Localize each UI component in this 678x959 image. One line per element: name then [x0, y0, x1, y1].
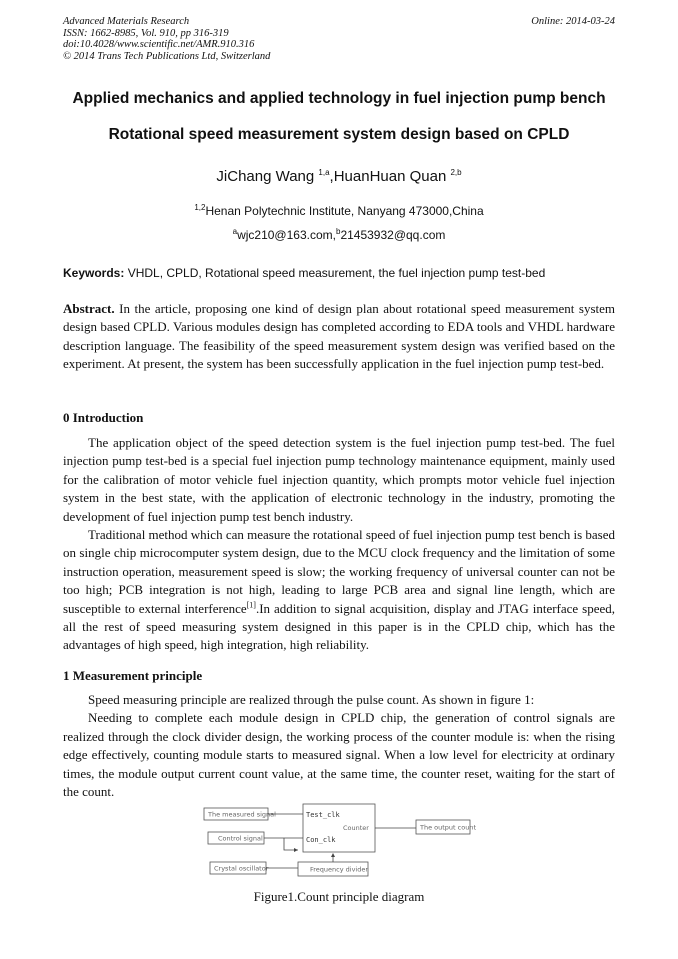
affiliation-sup: 1,2 — [194, 203, 206, 212]
con-clk-port: Con_clk — [306, 836, 336, 844]
journal-name: Advanced Materials Research — [63, 16, 190, 27]
email-sup-a: a — [232, 227, 238, 236]
affiliation — [0, 204, 678, 218]
section-0-body — [63, 434, 615, 655]
author-separator: , — [329, 168, 334, 185]
frequency-divider-label: Frequency divider — [310, 865, 369, 874]
paper-title-line1: Applied mechanics and applied technology in fuel injection pump bench — [72, 90, 606, 107]
figure-caption: Figure1.Count principle diagram — [253, 889, 425, 904]
affiliation-text: Henan Polytechnic Institute, Nanyang 473000,China — [205, 204, 484, 218]
control-signal-label: Control signal — [218, 834, 263, 843]
copyright: © 2014 Trans Tech Publications Ltd, Switzerland — [63, 50, 271, 62]
intro-paragraph-2-text-b: .In addition to signal acquisition, display and JTAG interface speed, all the rest of speed measuring system designed in this paper is in the CPLD chip, which has the advantages of high speed, high integration, high reliability. — [63, 600, 615, 653]
section-0-heading: 0 Introduction — [63, 410, 144, 425]
issn: ISSN: 1662-8985, Vol. 910, pp 316-319 — [63, 27, 229, 39]
keywords-label: Keywords: — [63, 266, 125, 280]
emails — [0, 228, 678, 242]
paper-title-line2: Rotational speed measurement system design based on CPLD — [108, 126, 570, 143]
measured-signal-label: The measured signal — [208, 810, 276, 819]
reference-1: [1] — [246, 600, 256, 610]
abstract-text: In the article, proposing one kind of design plan about rotational speed measurement system design based CPLD. Various modules design has completed according to EDA tools and VHDL hardware description language. The feasibility of the speed measurement system design was verified based on the experiment. At present, the system has been successfully application in the fuel injection pump test-bed. — [63, 301, 615, 372]
intro-paragraph-2 — [63, 526, 615, 655]
control-branch-line — [284, 838, 298, 850]
section-1-heading: 1 Measurement principle — [63, 668, 203, 683]
doi: doi:10.4028/www.scientific.net/AMR.910.316 — [63, 39, 255, 50]
principle-paragraph-2: Needing to complete each module design in CPLD chip, the generation of control signals are realized through the clock divider design, the working process of the counter module is: when the rising edge effectively, counting module starts to measured signal. When a low level for electricity at ordinary times, the module output current count value, at the same time, the counter reset, waiting for the start of the count. — [63, 710, 615, 800]
abstract-label: Abstract. — [63, 301, 115, 316]
authors — [0, 168, 678, 185]
arrow-icon — [331, 853, 335, 857]
arrow-icon — [294, 848, 298, 852]
intro-paragraph-2-text: Traditional method which can measure the rotational speed of fuel injection pump test bench is based on single chip microcomputer system design, due to the MCU clock frequency and the limitation of some instruction operation, measurement speed is slow; the working frequency of universal counter can not be too high; PCB integration is not high, leading to large PCB area and signal line length, which are susceptible to external interference — [63, 527, 615, 616]
principle-paragraph-1: Speed measuring principle are realized through the pulse count. As shown in figure 1: — [88, 692, 535, 707]
journal-meta — [63, 16, 270, 62]
author-1-sup: 1,a — [318, 168, 330, 177]
abstract — [63, 300, 615, 374]
output-count-label: The output count — [420, 823, 476, 832]
online-date: Online: 2014-03-24 — [531, 16, 615, 27]
counter-label: Counter — [343, 824, 369, 832]
email-b: 21453932@qq.com — [340, 228, 446, 242]
crystal-oscillator-label: Crystal oscillator — [214, 864, 269, 873]
section-1-body — [63, 691, 615, 801]
email-sup-b: b — [335, 227, 341, 236]
email-a: wjc210@163.com, — [237, 228, 336, 242]
keywords — [63, 266, 615, 280]
test-clk-port: Test_clk — [306, 811, 340, 819]
author-2-sup: 2,b — [450, 168, 462, 177]
author-2: HuanHuan Quan — [333, 168, 451, 185]
author-1: JiChang Wang — [216, 168, 319, 185]
keywords-text: VHDL, CPLD, Rotational speed measurement, the fuel injection pump test-bed — [124, 266, 546, 280]
count-principle-diagram — [200, 800, 480, 880]
intro-paragraph-1: The application object of the speed detection system is the fuel injection pump test-bed. The fuel injection pump test-bed is a special fuel injection pump technology maintenance equipment, mainly used for the calibration of motor vehicle fuel injection quantity, which prompts motor vehicle fuel injection system in the best state, with the application of electronic technology in the industry, promoting the development of fuel injection pump test bench industry. — [63, 435, 615, 524]
